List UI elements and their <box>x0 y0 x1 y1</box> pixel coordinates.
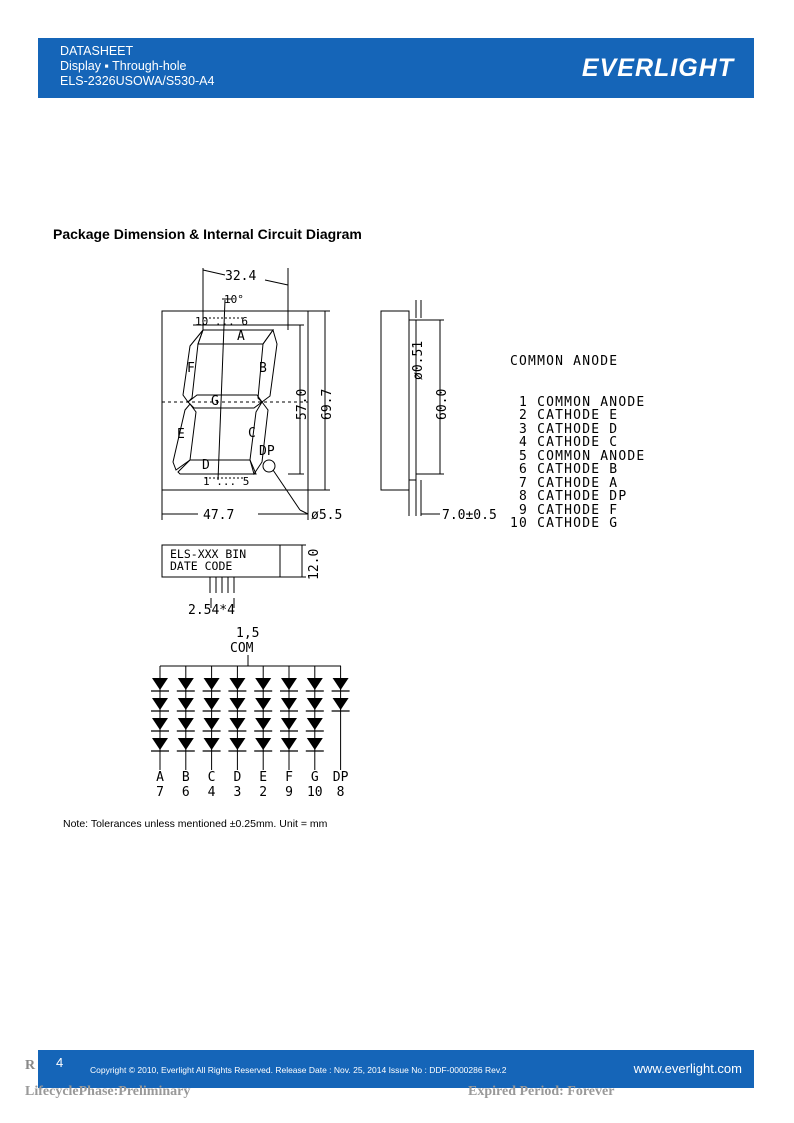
circuit-segment-label: A <box>156 770 164 785</box>
dim-height-digit: 57.0 <box>295 388 310 420</box>
circuit-segment-label: B <box>181 770 190 785</box>
led-column-dp <box>332 666 350 800</box>
circuit-segment-label: C <box>207 770 216 785</box>
doc-type: DATASHEET <box>60 44 134 58</box>
led-diode <box>204 698 220 710</box>
pin-table-row: 6 CATHODE B <box>510 462 619 477</box>
led-column-a <box>151 666 169 800</box>
led-diode <box>152 718 168 730</box>
dim-depth: 7.0±0.5 <box>442 508 497 523</box>
led-diode <box>255 738 271 750</box>
led-diode <box>255 718 271 730</box>
page-number: 4 <box>56 1055 64 1070</box>
circuit-segment-label: F <box>285 770 293 785</box>
dim-side-height: 60.0 <box>435 388 450 420</box>
circuit-segment-label: G <box>310 770 319 785</box>
led-diode <box>307 698 323 710</box>
led-diode <box>281 698 297 710</box>
circuit-pin-label: 6 <box>181 785 190 800</box>
circuit-segment-label: D <box>233 770 242 785</box>
pin-table-rows <box>510 396 645 531</box>
everlight-logo: EVERLIGHT <box>581 54 734 82</box>
seg-c-label: C <box>248 426 256 441</box>
pin-table-row: 7 CATHODE A <box>510 475 619 491</box>
circuit-segment-label: E <box>259 770 268 785</box>
pin-table-row: 8 CATHODE DP <box>510 489 628 504</box>
pin-table <box>510 328 645 544</box>
led-column-e <box>254 666 272 800</box>
dim-width-total: 47.7 <box>203 508 235 523</box>
circuit-pin-label: 4 <box>207 785 216 800</box>
dim-dp-dia: ø5.5 <box>311 508 343 523</box>
led-diode <box>307 718 323 730</box>
com-pins: 1,5 <box>236 626 260 641</box>
com-label: COM <box>230 641 254 656</box>
pin-table-title: COMMON ANODE <box>510 354 619 369</box>
led-diode <box>333 678 349 690</box>
seg-d-label: D <box>202 458 210 473</box>
led-diode <box>152 738 168 750</box>
dim-pitch: 2.54*4 <box>188 603 235 618</box>
part-number: ELS-2326USOWA/S530-A4 <box>60 74 215 88</box>
pin-table-row: 9 CATHODE F <box>510 502 619 518</box>
pin-table-row: 3 CATHODE D <box>510 421 619 437</box>
led-diode <box>152 698 168 710</box>
led-diode <box>229 718 245 730</box>
pin-table-row: 1 COMMON ANODE <box>510 394 646 410</box>
lifecycle-phase: LifecyclePhase:Preliminary <box>25 1084 191 1099</box>
label-line2: DATE CODE <box>170 559 233 573</box>
led-diode <box>281 718 297 730</box>
footer-bar <box>38 1050 754 1088</box>
dim-pin-dia: ø0.51 <box>411 340 426 380</box>
rev-letter: R <box>25 1058 36 1073</box>
led-column-b <box>177 666 195 800</box>
pin-range-bottom: 1 ... 5 <box>203 475 250 488</box>
led-column-d <box>228 666 246 800</box>
dim-width-top: 32.4 <box>225 269 257 284</box>
circuit-pin-label: 7 <box>156 785 164 800</box>
seg-e-label: E <box>177 427 185 442</box>
led-diode <box>229 698 245 710</box>
seg-g-label: G <box>211 394 219 409</box>
led-columns <box>151 666 350 800</box>
pin-table-row: 2 CATHODE E <box>510 408 619 423</box>
circuit-pin-label: 8 <box>336 785 345 800</box>
seg-b-label: B <box>259 361 267 376</box>
led-diode <box>152 678 168 690</box>
led-diode <box>204 678 220 690</box>
pin-range-top: 10 ... 6 <box>195 315 248 328</box>
led-diode <box>204 738 220 750</box>
led-diode <box>178 678 194 690</box>
led-column-g <box>306 666 324 800</box>
circuit-segment-label: DP <box>332 770 349 785</box>
pin-table-row: 5 COMMON ANODE <box>510 448 646 464</box>
dim-angle: 10° <box>224 293 244 306</box>
led-diode <box>178 698 194 710</box>
dim-height-total: 69.7 <box>320 388 335 420</box>
label-line1: ELS-XXX BIN <box>170 547 247 561</box>
led-diode <box>281 678 297 690</box>
circuit-pin-label: 2 <box>259 785 268 800</box>
led-diode <box>307 738 323 750</box>
led-diode <box>333 698 349 710</box>
led-diode <box>178 718 194 730</box>
seg-dp-label: DP <box>259 444 275 459</box>
section-title: Package Dimension & Internal Circuit Diagram <box>53 226 362 242</box>
circuit-pin-label: 10 <box>306 785 323 800</box>
circuit-pin-label: 3 <box>233 785 242 800</box>
seg-d-shape <box>178 460 256 474</box>
seg-a-shape <box>198 330 273 344</box>
led-column-f <box>280 666 298 800</box>
side-outline <box>381 311 409 490</box>
led-diode <box>255 678 271 690</box>
led-diode <box>204 718 220 730</box>
led-diode <box>229 738 245 750</box>
seg-f-label: F <box>187 361 195 376</box>
expired-period: Expired Period: Forever <box>468 1084 615 1099</box>
led-diode <box>281 738 297 750</box>
led-column-c <box>203 666 221 800</box>
pin-table-row: 4 CATHODE C <box>510 435 619 450</box>
product-category: Display ▪ Through-hole <box>60 59 187 73</box>
led-diode <box>255 698 271 710</box>
led-diode <box>229 678 245 690</box>
led-diode <box>307 678 323 690</box>
pin-table-row: 10 CATHODE G <box>510 516 619 531</box>
front-outline <box>162 311 308 490</box>
tolerance-note: Note: Tolerances unless mentioned ±0.25mm. Unit = mm <box>63 818 328 830</box>
led-diode <box>178 738 194 750</box>
copyright-text: Copyright © 2010, Everlight All Rights Reserved. Release Date : Nov. 25, 2014 Issue No : DDF-0000286 Rev.2 <box>90 1065 507 1075</box>
seg-a-label: A <box>237 329 245 344</box>
circuit-pin-label: 9 <box>285 785 293 800</box>
dim-label-h: 12.0 <box>307 548 322 580</box>
website-link[interactable]: www.everlight.com <box>633 1061 742 1076</box>
